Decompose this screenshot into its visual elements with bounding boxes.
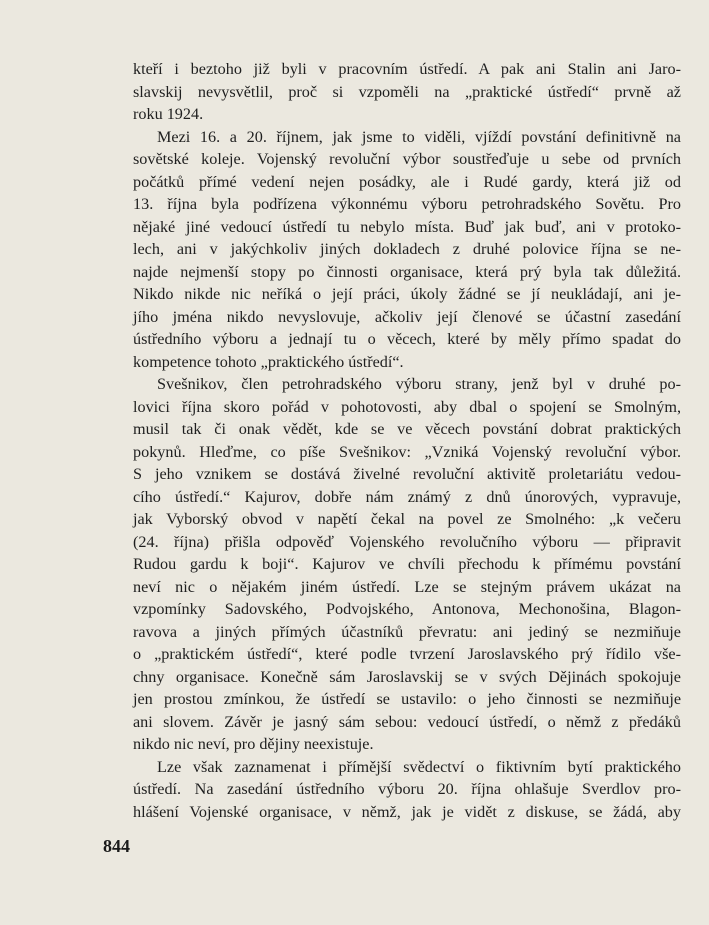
text-line: Nikdo nikde nic neříká o její práci, úkoly žádné se jí neukládají, ani je- [133, 285, 681, 303]
body-text [133, 58, 681, 823]
text-line: musil tak či onak vědět, kde se ve věcech povstání dobrat praktických [133, 420, 681, 438]
text-line: jak Vyborský obvod v napětí čekal na povel ze Smolného: „k večeru [133, 510, 681, 528]
text-line: sovětské koleje. Vojenský revoluční výbor soustřeďuje u sebe od prvních [133, 150, 681, 168]
text-line: slavskij nevysvětlil, proč si vzpoměli na „praktické ústředí“ prvně až [133, 82, 681, 101]
text-line: ravova a jiných přímých účastníků převratu: ani jediný se nezmiňuje [133, 622, 681, 641]
text-line: nějaké jiné vedoucí ústředí tu nebylo místa. Buď jak buď, ani v protoko- [133, 217, 681, 236]
text-line: ústředí. Na zasedání ústředního výboru 20. října ohlašuje Sverdlov pro- [133, 780, 681, 798]
text-line: jen prostou zmínkou, že ústředí se ustavilo: o jeho činnosti se nezmiňuje [133, 690, 681, 708]
text-line: 13. října byla podřízena výkonnému výboru petrohradského Sovětu. Pro [133, 195, 681, 213]
text-line: nikdo nic neví, pro dějiny neexistuje. [133, 735, 374, 753]
paragraph-3 [133, 373, 681, 756]
paragraph-1 [133, 58, 681, 126]
text-line: počátků přímé vedení nejen posádky, ale i Rudé gardy, která již od [133, 172, 681, 191]
text-line: Rudou gardu k boji“. Kajurov ve chvíli přechodu k přímému povstání [133, 555, 681, 573]
text-line: Svešnikov, člen petrohradského výboru strany, jenž byl v druhé po- [157, 375, 681, 393]
text-line: najde nejmenší stopy po činnosti organisace, která prý byla tak důležitá. [133, 262, 681, 281]
page-number: 844 [103, 836, 130, 856]
text-line: lovici října skoro pořád v pohotovosti, aby dbal o spojení se Smolným, [133, 397, 681, 416]
text-line: S jeho vznikem se dostává živelné revoluční aktivitě proletariátu vedou- [133, 465, 681, 483]
text-line: roku 1924. [133, 105, 204, 123]
text-line: ústředního výboru a jednají tu o věcech, které by měly přímo spadat do [133, 330, 681, 348]
text-line: (24. října) přišla odpověď Vojenského revolučního výboru — připravit [133, 532, 681, 551]
text-line: lech, ani v jakýchkoliv jiných dokladech z druhé polovice října se ne- [133, 240, 681, 258]
text-line: neví nic o nějakém jiném ústředí. Lze se stejným právem ukázat na [133, 577, 681, 596]
text-line: kteří i beztoho již byli v pracovním ústředí. A pak ani Stalin ani Jaro- [133, 60, 681, 78]
paragraph-2 [133, 126, 681, 374]
text-line: vzpomínky Sadovského, Podvojského, Antonova, Mechonošina, Blagon- [133, 600, 681, 618]
text-line: kompetence tohoto „praktického ústředí“. [133, 352, 404, 371]
text-line: Lze však zaznamenat i přímější svědectví o fiktivním bytí praktického [157, 757, 681, 776]
text-line: chny organisace. Konečně sám Jaroslavskij se v svých Dějinách spokojuje [133, 667, 681, 686]
text-line: Mezi 16. a 20. říjnem, jak jsme to viděli, vjíždí povstání definitivně na [157, 127, 681, 146]
text-line: cího ústředí.“ Kajurov, dobře nám známý z dnů únorových, vypravuje, [133, 487, 681, 506]
text-line: ani slovem. Závěr je jasný sám sebou: vedoucí ústředí, o němž z předáků [133, 712, 681, 731]
text-line: hlášení Vojenské organisace, v němž, jak je vidět z diskuse, se žádá, aby [133, 802, 681, 821]
paragraph-4 [133, 756, 681, 824]
text-line: jího jména nikdo nevyslovuje, ačkoliv její členové se účastní zasedání [133, 307, 681, 326]
text-line: pokynů. Hleďme, co píše Svešnikov: „Vzniká Vojenský revoluční výbor. [133, 442, 681, 461]
text-line: o „praktickém ústředí“, které podle tvrzení Jaroslavského prý řídilo vše- [133, 645, 681, 663]
